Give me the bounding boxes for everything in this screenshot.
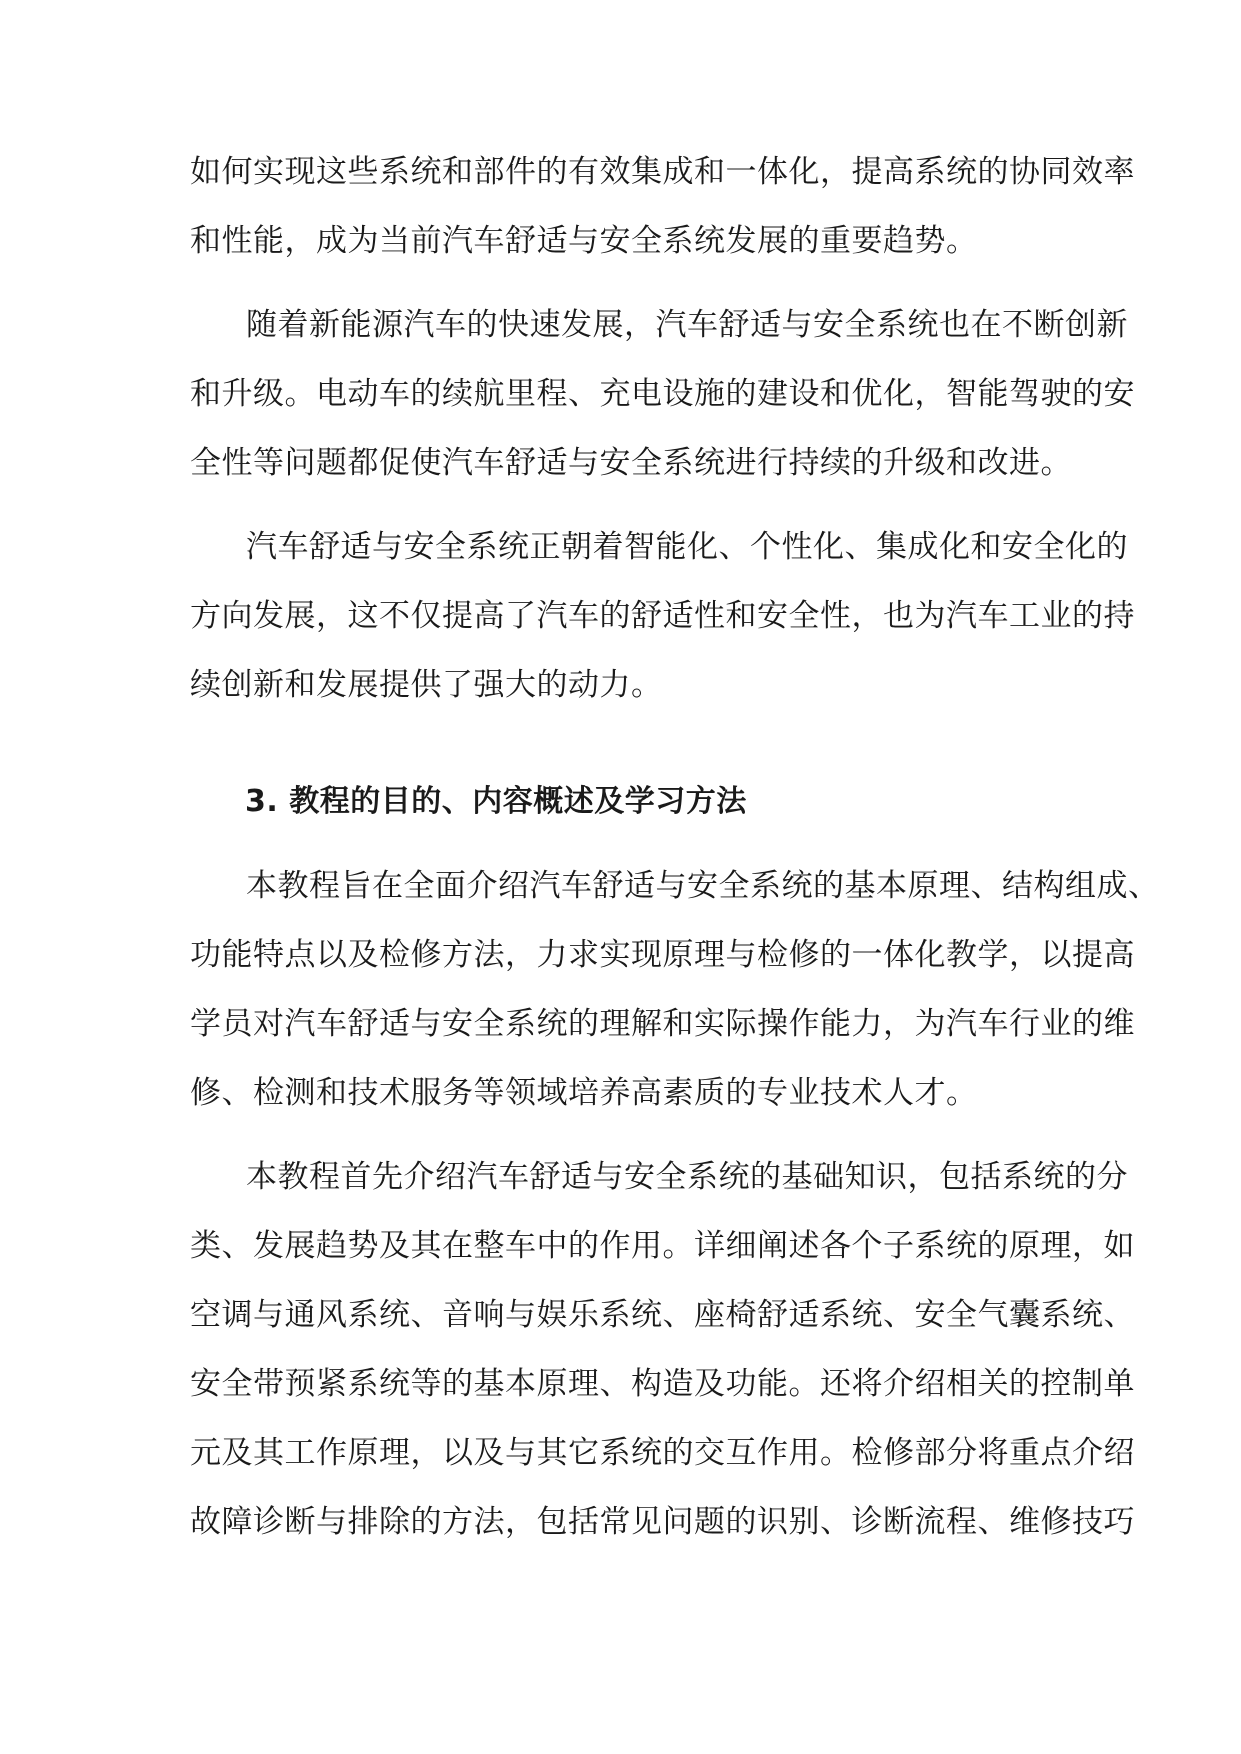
paragraph-line: 故障诊断与排除的方法，包括常见问题的识别、诊断流程、维修技巧	[190, 1504, 1135, 1540]
section-heading: 3. 教程的目的、内容概述及学习方法	[245, 784, 747, 819]
paragraph-line: 学员对汽车舒适与安全系统的理解和实际操作能力，为汽车行业的维	[190, 1006, 1135, 1042]
paragraph-line: 如何实现这些系统和部件的有效集成和一体化，提高系统的协同效率	[190, 154, 1135, 190]
paragraph-line: 和性能，成为当前汽车舒适与安全系统发展的重要趋势。	[190, 223, 978, 259]
paragraph-line: 修、检测和技术服务等领域培养高素质的专业技术人才。	[190, 1075, 978, 1111]
paragraph-line: 类、发展趋势及其在整车中的作用。详细阐述各个子系统的原理，如	[190, 1228, 1135, 1264]
paragraph-line: 本教程旨在全面介绍汽车舒适与安全系统的基本原理、结构组成、	[246, 868, 1160, 904]
paragraph-line: 本教程首先介绍汽车舒适与安全系统的基础知识，包括系统的分	[246, 1159, 1128, 1195]
paragraph-line: 安全带预紧系统等的基本原理、构造及功能。还将介绍相关的控制单	[190, 1366, 1135, 1402]
paragraph-line: 汽车舒适与安全系统正朝着智能化、个性化、集成化和安全化的	[246, 529, 1128, 565]
paragraph-line: 随着新能源汽车的快速发展，汽车舒适与安全系统也在不断创新	[246, 307, 1128, 343]
paragraph-line: 方向发展，这不仅提高了汽车的舒适性和安全性，也为汽车工业的持	[190, 598, 1135, 634]
paragraph-line: 功能特点以及检修方法，力求实现原理与检修的一体化教学，以提高	[190, 937, 1135, 973]
paragraph-line: 元及其工作原理，以及与其它系统的交互作用。检修部分将重点介绍	[190, 1435, 1135, 1471]
paragraph-line: 空调与通风系统、音响与娱乐系统、座椅舒适系统、安全气囊系统、	[190, 1297, 1135, 1333]
paragraph-line: 和升级。电动车的续航里程、充电设施的建设和优化，智能驾驶的安	[190, 376, 1135, 412]
paragraph-line: 全性等问题都促使汽车舒适与安全系统进行持续的升级和改进。	[190, 445, 1072, 481]
paragraph-line: 续创新和发展提供了强大的动力。	[190, 667, 663, 703]
